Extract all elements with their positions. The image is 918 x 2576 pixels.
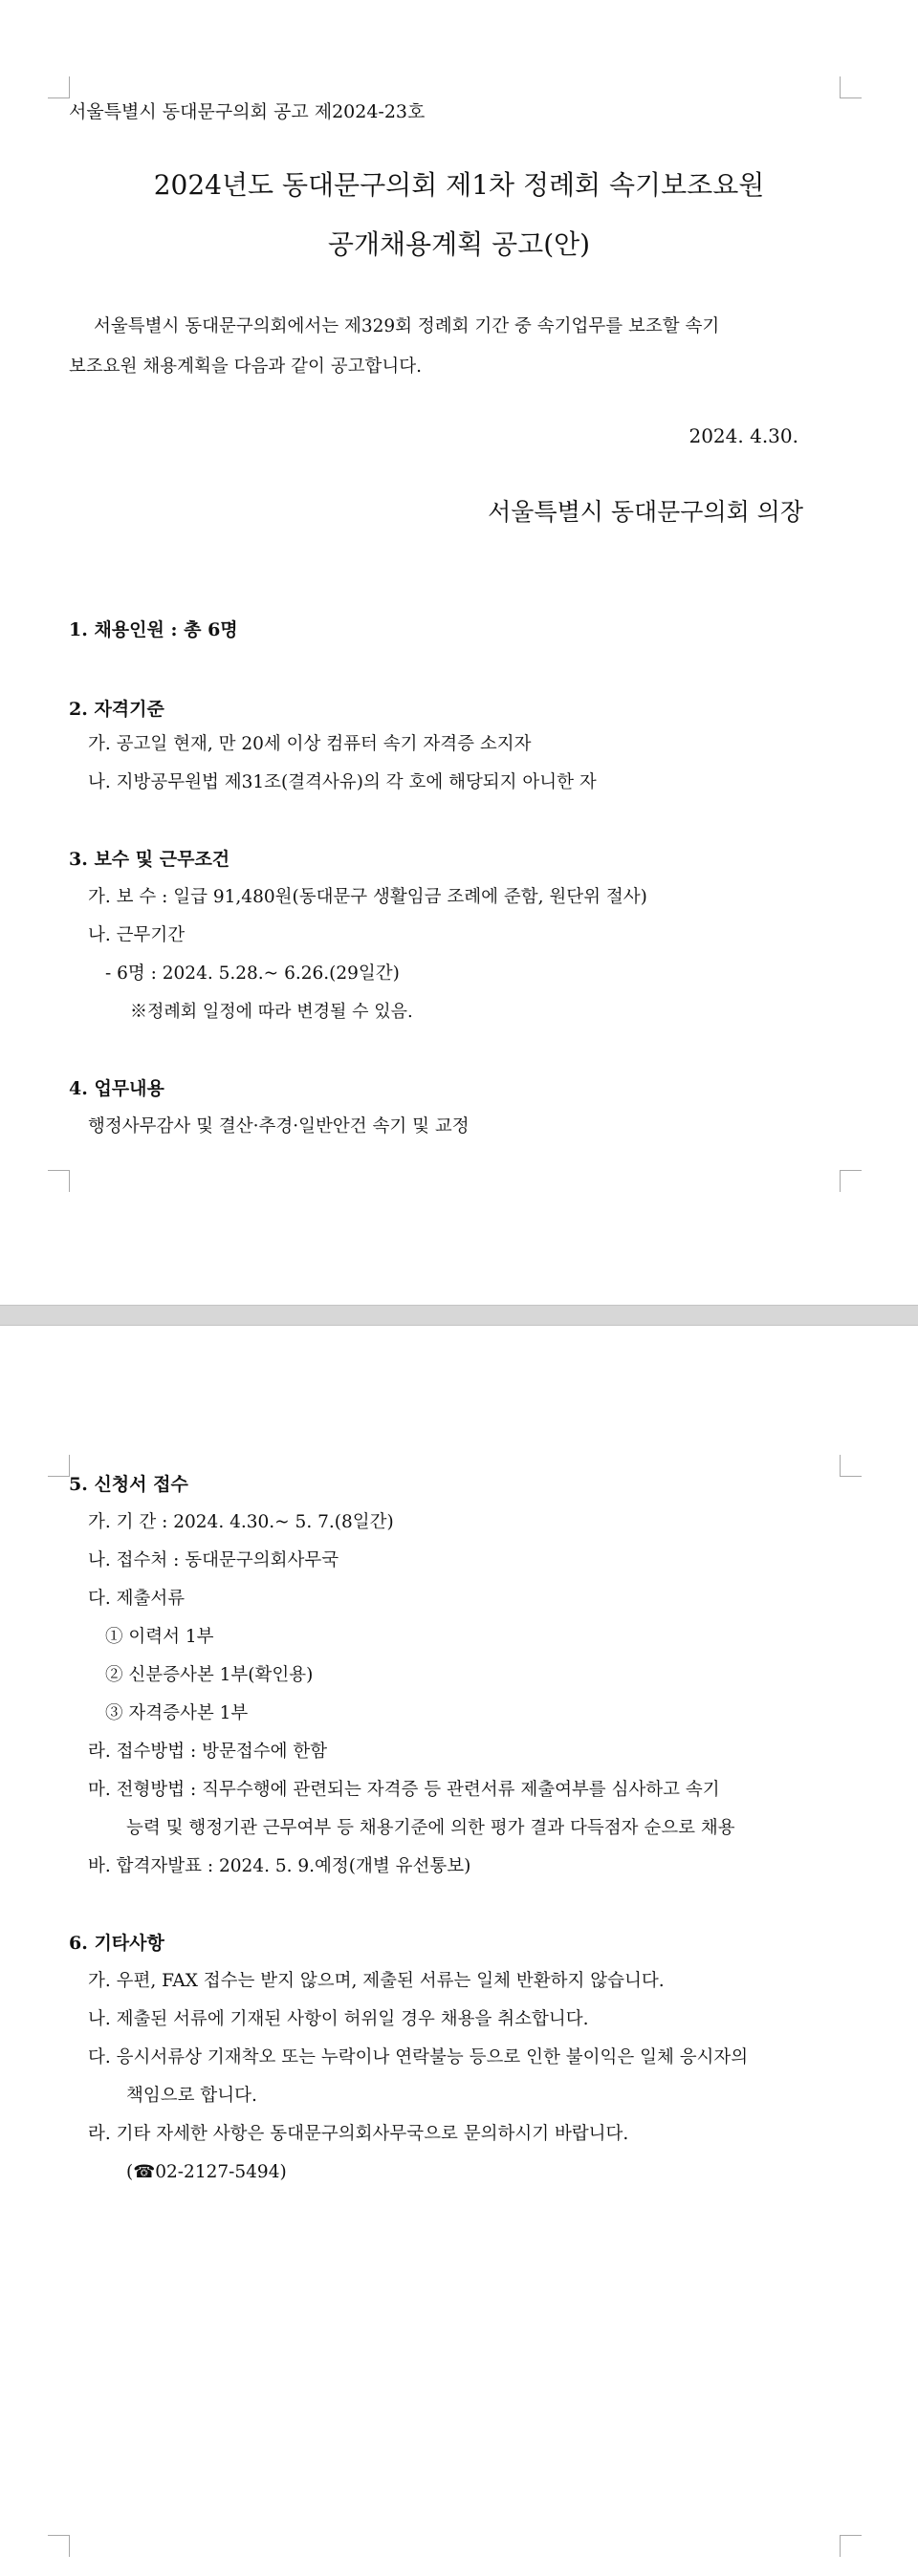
- section-3-note: ※정례회 일정에 따라 변경될 수 있음.: [130, 1002, 413, 1022]
- section-5-item: 다. 제출서류: [88, 1589, 186, 1609]
- section-6-item: 책임으로 합니다.: [126, 2086, 257, 2106]
- section-2-heading: 2. 자격기준: [69, 699, 164, 720]
- section-5-item: ③ 자격증사본 1부: [105, 1703, 249, 1723]
- section-5-heading: 5. 신청서 접수: [69, 1474, 188, 1495]
- document-title-line-2: 공개채용계획 공고(안): [327, 228, 591, 260]
- crop-mark-top-left: [48, 76, 70, 98]
- reference-number: 서울특별시 동대문구의회 공고 제2024-23호: [69, 101, 426, 122]
- intro-line-1: 서울특별시 동대문구의회에서는 제329회 정례회 기간 중 속기업무를 보조할 속기: [94, 316, 720, 336]
- section-5-item: 마. 전형방법 : 직무수행에 관련되는 자격증 등 관련서류 제출여부를 심사하고 속기: [88, 1780, 720, 1800]
- contact-phone: (☎02-2127-5494): [126, 2162, 287, 2182]
- section-3-item: - 6명 : 2024. 5.28.~ 6.26.(29일간): [105, 963, 400, 984]
- section-3-item: 가. 보 수 : 일급 91,480원(동대문구 생활임금 조례에 준함, 원단위 절사): [88, 887, 647, 907]
- page-separator: [0, 1305, 918, 1326]
- signatory: 서울특별시 동대문구의회 의장: [488, 498, 803, 526]
- section-6-item: 다. 응시서류상 기재착오 또는 누락이나 연락불능 등으로 인한 불이익은 일체 응시자의: [88, 2047, 749, 2067]
- document-title-line-1: 2024년도 동대문구의회 제1차 정례회 속기보조요원: [153, 169, 765, 201]
- crop-mark-bottom-right: [840, 1170, 862, 1192]
- section-6-item: 라. 기타 자세한 사항은 동대문구의회사무국으로 문의하시기 바랍니다.: [88, 2124, 629, 2144]
- document-page-2: [0, 1326, 918, 2576]
- notice-date: 2024. 4.30.: [688, 424, 798, 447]
- section-5-item: 바. 합격자발표 : 2024. 5. 9.예정(개별 유선통보): [88, 1856, 471, 1876]
- crop-mark-top-left: [48, 1455, 70, 1477]
- section-5-item: 가. 기 간 : 2024. 4.30.~ 5. 7.(8일간): [88, 1512, 394, 1532]
- section-3-heading: 3. 보수 및 근무조건: [69, 849, 230, 870]
- section-5-item: 능력 및 행정기관 근무여부 등 채용기준에 의한 평가 결과 다득점자 순으로 채용: [126, 1818, 735, 1838]
- section-3-item: 나. 근무기간: [88, 925, 186, 945]
- crop-mark-top-right: [840, 76, 862, 98]
- section-5-item: 나. 접수처 : 동대문구의회사무국: [88, 1550, 339, 1570]
- section-6-item: 가. 우편, FAX 접수는 받지 않으며, 제출된 서류는 일체 반환하지 않습니다.: [88, 1971, 665, 1991]
- crop-mark-bottom-left: [48, 1170, 70, 1192]
- section-2-item: 가. 공고일 현재, 만 20세 이상 컴퓨터 속기 자격증 소지자: [88, 734, 532, 754]
- section-4-heading: 4. 업무내용: [69, 1078, 164, 1099]
- section-4-item: 행정사무감사 및 결산·추경·일반안건 속기 및 교정: [88, 1116, 470, 1136]
- section-2-item: 나. 지방공무원법 제31조(결격사유)의 각 호에 해당되지 아니한 자: [88, 772, 597, 792]
- section-1-heading: 1. 채용인원 : 총 6명: [69, 619, 238, 640]
- crop-mark-bottom-left: [48, 2535, 70, 2557]
- section-5-item: ② 신분증사본 1부(확인용): [105, 1665, 314, 1685]
- section-6-item: 나. 제출된 서류에 기재된 사항이 허위일 경우 채용을 취소합니다.: [88, 2009, 589, 2029]
- intro-line-2: 보조요원 채용계획을 다음과 같이 공고합니다.: [69, 357, 422, 377]
- crop-mark-top-right: [840, 1455, 862, 1477]
- crop-mark-bottom-right: [840, 2535, 862, 2557]
- section-6-heading: 6. 기타사항: [69, 1933, 164, 1954]
- section-5-item: ① 이력서 1부: [105, 1627, 214, 1647]
- section-5-item: 라. 접수방법 : 방문접수에 한함: [88, 1742, 328, 1762]
